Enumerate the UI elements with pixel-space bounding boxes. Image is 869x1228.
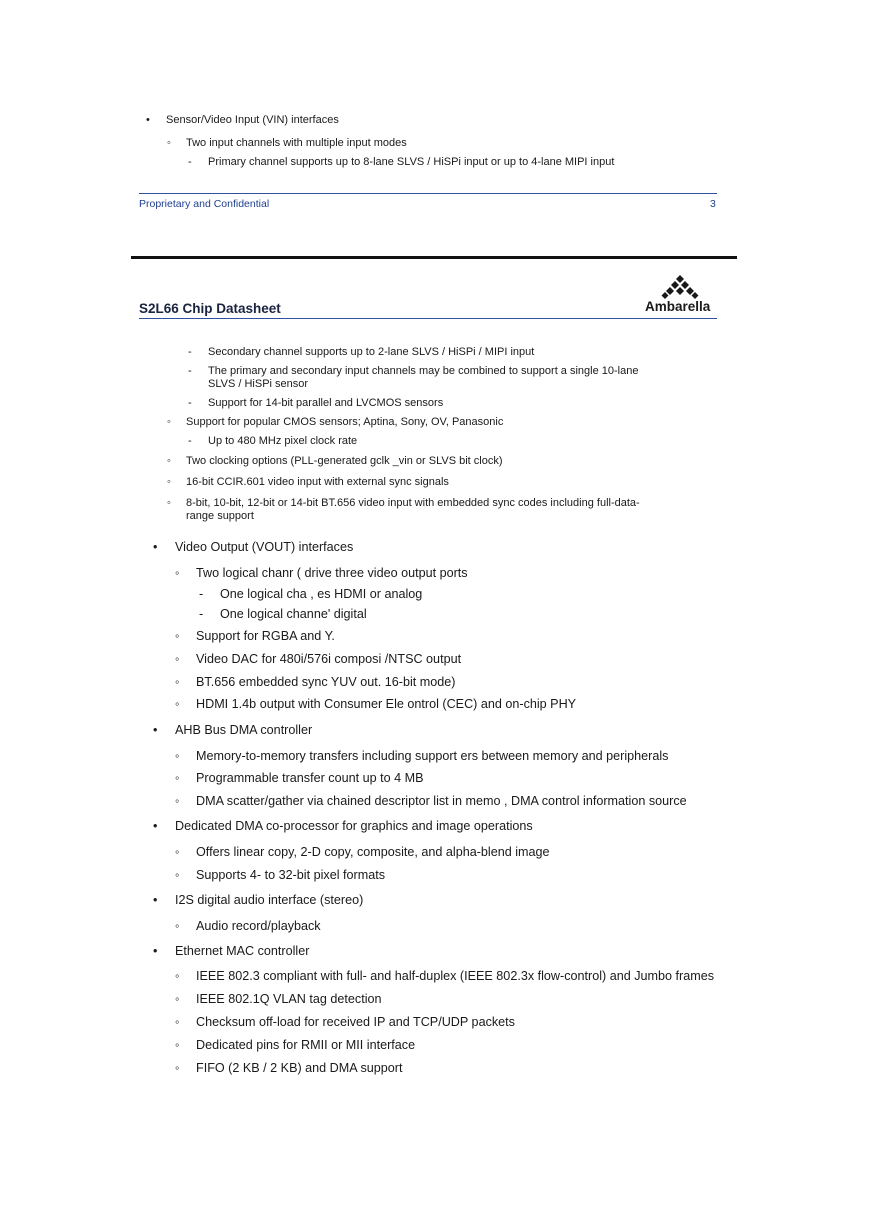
bullet-marker: - (188, 156, 192, 168)
bullet-marker: • (153, 893, 158, 907)
list-item: Dedicated pins for RMII or MII interface (196, 1038, 416, 1052)
list-item: One logical channe' digital (220, 607, 367, 621)
bullet-marker: - (188, 397, 192, 409)
list-item: IEEE 802.3 compliant with full- and half-duplex (IEEE 802.3x flow-control) and Jumbo frames (196, 969, 714, 983)
bullet-marker: ◦ (175, 868, 180, 882)
bullet-marker: • (146, 114, 150, 126)
section-heading: AHB Bus DMA controller (175, 723, 313, 737)
list-item-continuation: range support (186, 510, 254, 522)
footer-confidential: Proprietary and Confidential (139, 198, 270, 210)
list-item: HDMI 1.4b output with Consumer Ele ontrol (CEC) and on-chip PHY (196, 697, 577, 711)
list-item: Secondary channel supports up to 2-lane SLVS / HiSPi / MIPI input (208, 346, 535, 358)
list-item: Sensor/Video Input (VIN) interfaces (166, 114, 339, 126)
list-item: Support for popular CMOS sensors; Aptina, Sony, OV, Panasonic (186, 416, 504, 428)
page-separator (131, 256, 737, 259)
page-title: S2L66 Chip Datasheet (139, 301, 281, 316)
section-heading: I2S digital audio interface (stereo) (175, 893, 364, 907)
bullet-marker: ◦ (175, 1015, 180, 1029)
ambarella-logo (644, 272, 718, 316)
list-item: BT.656 embedded sync YUV out. 16-bit mode) (196, 675, 456, 689)
section-heading: Ethernet MAC controller (175, 944, 310, 958)
bullet-marker: ◦ (167, 416, 171, 428)
list-item: Supports 4- to 32-bit pixel formats (196, 868, 385, 882)
list-item: 16-bit CCIR.601 video input with external sync signals (186, 476, 449, 488)
list-item: Support for RGBA and Y. (196, 629, 335, 643)
bullet-marker: ◦ (175, 1038, 180, 1052)
bullet-marker: • (153, 540, 158, 554)
bullet-marker: ◦ (175, 919, 180, 933)
bullet-marker: ◦ (175, 629, 180, 643)
bullet-marker: - (199, 607, 204, 621)
bullet-marker: - (188, 365, 192, 377)
ambarella-mark-icon (644, 272, 718, 300)
bullet-marker: ◦ (175, 675, 180, 689)
bullet-marker: ◦ (175, 992, 180, 1006)
bullet-marker: ◦ (175, 652, 180, 666)
bullet-marker: ◦ (175, 749, 180, 763)
bullet-marker: ◦ (175, 845, 180, 859)
footer-page-number: 3 (710, 198, 716, 210)
header-rule (139, 318, 717, 319)
list-item: Programmable transfer count up to 4 MB (196, 771, 424, 785)
list-item: 8-bit, 10-bit, 12-bit or 14-bit BT.656 video input with embedded sync codes including full-data- (186, 497, 640, 509)
bullet-marker: ◦ (167, 497, 171, 509)
bullet-marker: ◦ (167, 455, 171, 467)
list-item: DMA scatter/gather via chained descriptor list in memo , DMA control information source (196, 794, 687, 808)
list-item: Memory-to-memory transfers including support ers between memory and peripherals (196, 749, 669, 763)
list-item: Up to 480 MHz pixel clock rate (208, 435, 358, 447)
bullet-marker: ◦ (167, 137, 171, 149)
list-item: IEEE 802.1Q VLAN tag detection (196, 992, 382, 1006)
bullet-marker: - (199, 587, 204, 601)
list-item: Video DAC for 480i/576i composi /NTSC output (196, 652, 462, 666)
list-item: Two clocking options (PLL-generated gclk _vin or SLVS bit clock) (186, 455, 503, 467)
bullet-marker: • (153, 944, 158, 958)
bullet-marker: • (153, 723, 158, 737)
list-item: Primary channel supports up to 8-lane SLVS / HiSPi input or up to 4-lane MIPI input (208, 156, 615, 168)
list-item: The primary and secondary input channels may be combined to support a single 10-lane (208, 365, 639, 377)
logo-wordmark: Ambarella (645, 299, 711, 314)
list-item: Checksum off-load for received IP and TCP/UDP packets (196, 1015, 515, 1029)
bullet-marker: ◦ (175, 697, 180, 711)
bullet-marker: ◦ (175, 1061, 180, 1075)
bullet-marker: - (188, 346, 192, 358)
list-item: Two input channels with multiple input modes (186, 137, 407, 149)
section-heading: Video Output (VOUT) interfaces (175, 540, 354, 554)
bullet-marker: - (188, 435, 192, 447)
list-item-continuation: SLVS / HiSPi sensor (208, 378, 309, 390)
list-item: One logical cha , es HDMI or analog (220, 587, 423, 601)
bullet-marker: ◦ (175, 566, 180, 580)
footer-rule (139, 193, 717, 194)
list-item: Two logical chanr ( drive three video output ports (196, 566, 468, 580)
bullet-marker: • (153, 819, 158, 833)
bullet-marker: ◦ (175, 771, 180, 785)
bullet-marker: ◦ (175, 794, 180, 808)
list-item: Audio record/playback (196, 919, 321, 933)
section-heading: Dedicated DMA co-processor for graphics and image operations (175, 819, 533, 833)
bullet-marker: ◦ (167, 476, 171, 488)
list-item: Support for 14-bit parallel and LVCMOS sensors (208, 397, 444, 409)
list-item: FIFO (2 KB / 2 KB) and DMA support (196, 1061, 403, 1075)
bullet-marker: ◦ (175, 969, 180, 983)
list-item: Offers linear copy, 2-D copy, composite, and alpha-blend image (196, 845, 550, 859)
